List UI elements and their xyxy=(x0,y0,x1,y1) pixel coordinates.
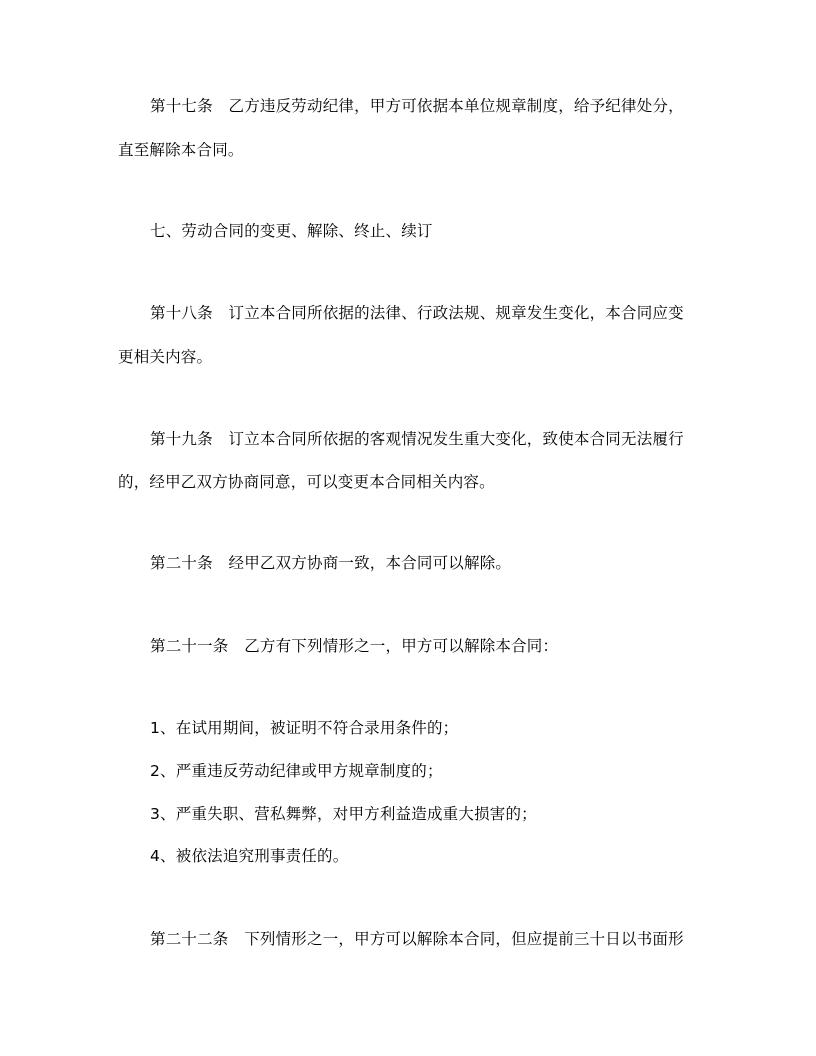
article-21-item-1: 1、在试用期间，被证明不符合录用条件的； xyxy=(150,719,459,737)
article-17-line-1: 第十七条 乙方违反劳动纪律，甲方可依据本单位规章制度，给予纪律处分， xyxy=(150,97,684,115)
article-18-line-2: 更相关内容。 xyxy=(118,348,213,366)
article-21-line-1: 第二十一条 乙方有下列情形之一，甲方可以解除本合同： xyxy=(150,637,559,655)
article-21-item-2: 2、严重违反劳动纪律或甲方规章制度的； xyxy=(150,762,443,780)
article-21-item-4: 4、被依法追究刑事责任的。 xyxy=(150,847,349,865)
article-22-line-1: 第二十二条 下列情形之一，甲方可以解除本合同，但应提前三十日以书面形 xyxy=(150,930,684,948)
article-19-line-1: 第十九条 订立本合同所依据的客观情况发生重大变化，致使本合同无法履行 xyxy=(150,430,684,448)
article-17-line-2: 直至解除本合同。 xyxy=(118,141,244,159)
article-20-line-1: 第二十条 经甲乙双方协商一致，本合同可以解除。 xyxy=(150,554,512,572)
article-21-item-3: 3、严重失职、营私舞弊，对甲方利益造成重大损害的； xyxy=(150,805,537,823)
article-18-line-1: 第十八条 订立本合同所依据的法律、行政法规、规章发生变化，本合同应变 xyxy=(150,304,684,322)
section-7-heading: 七、劳动合同的变更、解除、终止、续订 xyxy=(150,222,433,240)
article-19-line-2: 的，经甲乙双方协商同意，可以变更本合同相关内容。 xyxy=(118,473,495,491)
